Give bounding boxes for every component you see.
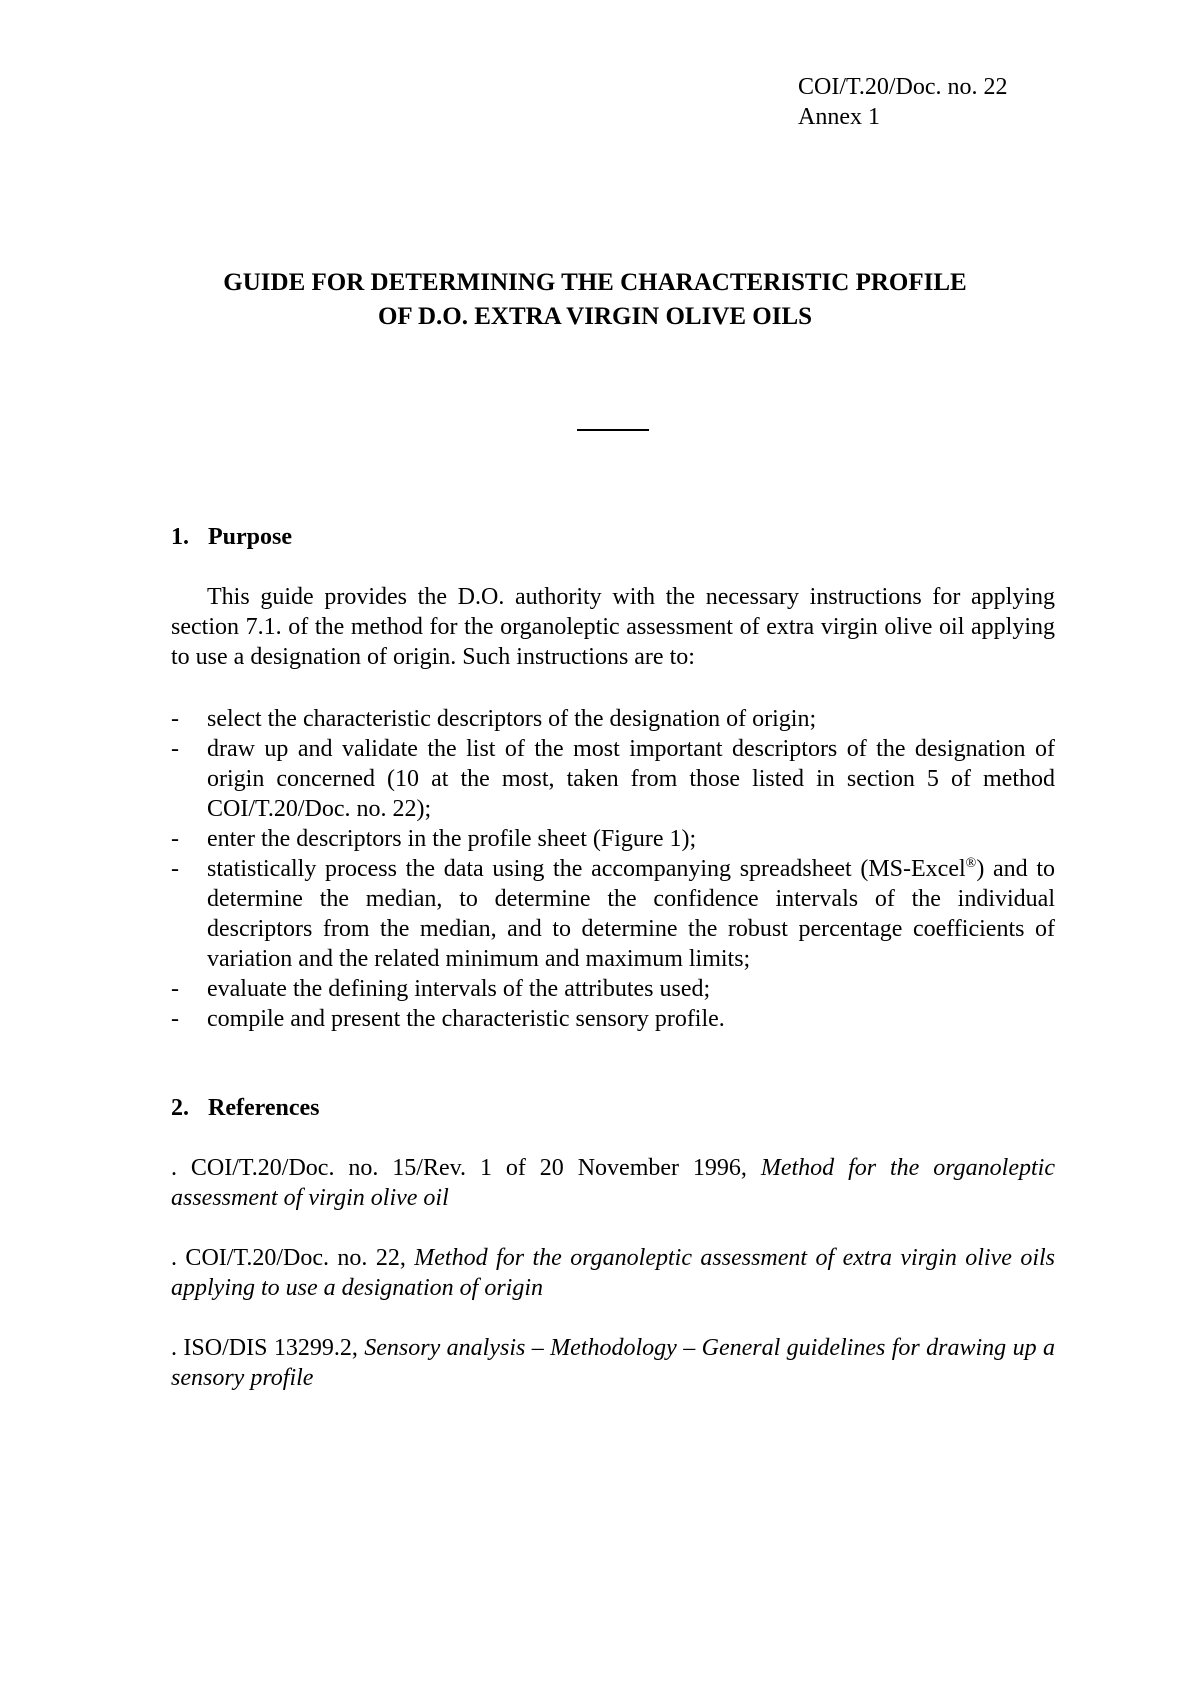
list-item (171, 704, 1055, 734)
list-item-text-part: statistically process the data using the accompanying spreadsheet (MS-Excel (207, 856, 966, 882)
purpose-list (171, 704, 1055, 1034)
section-title: Purpose (208, 524, 292, 550)
list-item-text: draw up and validate the list of the most important descriptors of the designation of origin concerned (10 at the most, taken from those listed in section 5 of method COI/T.20/Doc. no. 22); (207, 736, 1055, 822)
section-number: 1. (171, 524, 189, 550)
bullet-dash: - (171, 976, 179, 1002)
section-1-heading (171, 522, 292, 552)
purpose-paragraph (171, 582, 1055, 672)
registered-mark: ® (965, 856, 977, 871)
bullet-dash: - (171, 736, 179, 762)
list-item (171, 734, 1055, 824)
title-line-2: OF D.O. EXTRA VIRGIN OLIVE OILS (377, 303, 813, 330)
reference-prefix: . COI/T.20/Doc. no. 15/Rev. 1 of 20 November 1996, (171, 1155, 761, 1181)
reference-title: Sensory analysis – Methodology – General guidelines for drawing up a sensory profile (171, 1335, 1056, 1391)
purpose-text: This guide provides the D.O. authority with the necessary instructions for applying section 7.1. of the method for the organoleptic assessment of extra virgin olive oil applying to use a designation of origin. Such instructions are to: (171, 584, 1055, 670)
section-title: References (208, 1095, 320, 1121)
document-reference (798, 72, 1008, 132)
list-item-text: enter the descriptors in the profile sheet (Figure 1); (207, 826, 697, 852)
reference-prefix: . ISO/DIS 13299.2, (171, 1335, 365, 1361)
list-item (171, 974, 1055, 1004)
section-number: 2. (171, 1095, 189, 1121)
title-divider (577, 429, 649, 431)
reference-prefix: . COI/T.20/Doc. no. 22, (171, 1245, 415, 1271)
bullet-dash: - (171, 856, 179, 882)
reference-item (171, 1153, 1055, 1213)
list-item-text-part: ) and to determine the median, to determine the confidence intervals of the individual descriptors from the median, and to determine the robust percentage coefficients of variation and the related minimum and maximum limits; (207, 856, 1056, 972)
document-title (0, 266, 1190, 334)
title-line-1: GUIDE FOR DETERMINING THE CHARACTERISTIC PROFILE (223, 269, 967, 296)
reference-title: Method for the organoleptic assessment of virgin olive oil (171, 1155, 1055, 1211)
annex-label: Annex 1 (798, 104, 880, 130)
bullet-dash: - (171, 1006, 179, 1032)
doc-number: COI/T.20/Doc. no. 22 (798, 74, 1008, 100)
bullet-dash: - (171, 826, 179, 852)
list-item-text: select the characteristic descriptors of the designation of origin; (207, 706, 817, 732)
list-item (171, 854, 1055, 974)
list-item (171, 824, 1055, 854)
bullet-dash: - (171, 706, 179, 732)
reference-item (171, 1333, 1055, 1393)
reference-title: Method for the organoleptic assessment of extra virgin olive oils applying to use a designation of origin (171, 1245, 1056, 1301)
section-2-heading (171, 1093, 320, 1123)
reference-item (171, 1243, 1055, 1303)
list-item (171, 1004, 1055, 1034)
list-item-text: evaluate the defining intervals of the attributes used; (207, 976, 711, 1002)
list-item-text: compile and present the characteristic sensory profile. (207, 1006, 725, 1032)
